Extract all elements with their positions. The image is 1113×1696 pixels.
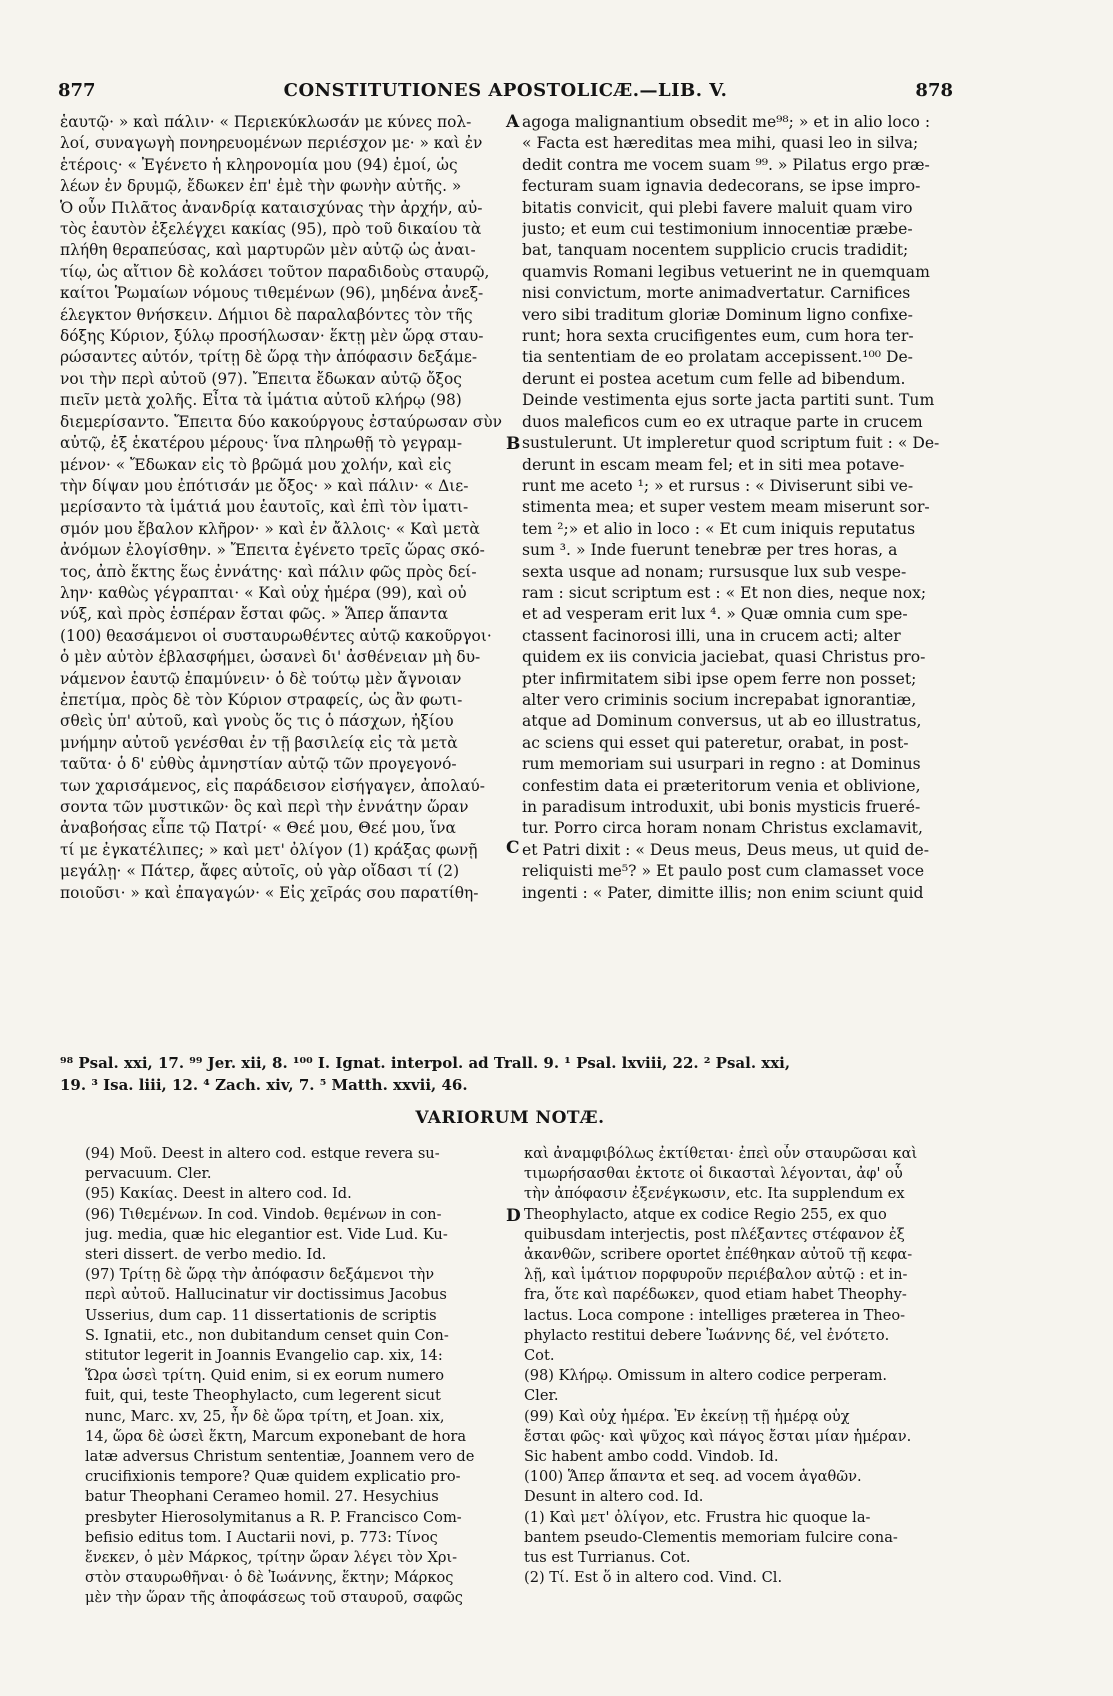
note-line: Cler. (524, 1387, 559, 1405)
note-line: phylacto restitui debere Ἰωάννης δέ, vel ἐνότετο. (524, 1326, 890, 1344)
latin-text-line: stimenta mea; et super vestem meam miserunt sor- (522, 498, 930, 517)
latin-text-line: alter vero criminis socium increpabat ignorantiæ, (522, 690, 917, 709)
notes-right-column (524, 1144, 964, 1588)
latin-text-line: runt; hora sexta crucifigentes eum, cum hora ter- (522, 327, 914, 346)
greek-text-line: ἑαυτῷ· » καὶ πάλιν· « Περιεκύκλωσάν με κύνες πολ- (60, 113, 472, 131)
greek-text-line: ποιοῦσι· » καὶ ἐπαγαγών· « Εἰς χεῖράς σου παρατίθη- (60, 883, 479, 902)
greek-text-line: (100) θεασάμενοι οἱ συσταυρωθέντες αὐτῷ κακοῦργοι· (60, 626, 492, 645)
note-line: quibusdam interjectis, post πλέξαντες στέφανον ἐξ (524, 1225, 905, 1243)
latin-text-line: tur. Porro circa horam nonam Christus exclamavit, (522, 819, 923, 838)
greek-text-line: ἑτέροις· « Ἐγένετο ἡ κληρονομία μου (94) ἐμοί, ὡς (60, 155, 458, 174)
note-line: bantem pseudo-Clementis memoriam fulcire cona- (524, 1528, 898, 1546)
page-number-right: 878 (915, 80, 953, 101)
note-line: περὶ αὐτοῦ. Hallucinatur vir doctissimus Jacobus (85, 1286, 447, 1304)
notes-left-column (85, 1144, 505, 1609)
note-line: Theophylacto, atque ex codice Regio 255, ex quo (524, 1205, 887, 1223)
greek-text-line: μερίσαντο τὰ ἱμάτιά μου ἑαυτοῖς, καὶ ἐπὶ τὸν ἱματι- (60, 498, 469, 517)
note-line: fuit, qui, teste Theophylacto, cum legerent sicut (85, 1387, 441, 1405)
greek-text-line: μνήμην αὐτοῦ γενέσθαι ἐν τῇ βασιλείᾳ εἰς τὰ μετὰ (60, 733, 458, 752)
latin-text-line: Deinde vestimenta ejus sorte jacta partiti sunt. Tum (522, 391, 935, 410)
greek-text-line: ταῦτα· ὁ δ' εὐθὺς ἀμνηστίαν αὐτῷ τῶν προγεγονό- (60, 755, 457, 774)
greek-text-line: τὸς ἑαυτὸν ἐξελέγχει κακίας (95), πρὸ τοῦ δικαίου τὰ (60, 220, 482, 239)
greek-text-line: νάμενον ἑαυτῷ ἐπαμύνειν· ὁ δὲ τούτῳ μὲν ἄγνοιαν (60, 669, 462, 688)
note-line: λῇ, καὶ ἱμάτιον πορφυροῦν περιέβαλον αὐτῷ : et in- (524, 1266, 908, 1284)
note-line: Cot. (524, 1347, 555, 1365)
greek-text-line: νοι τὴν περὶ αὐτοῦ (97). Ἔπειτα ἔδωκαν αὐτῷ ὄξος (60, 369, 462, 388)
note-line: τὴν ἀπόφασιν ἐξενέγκωσιν, etc. Ita supplendum ex (524, 1185, 905, 1203)
latin-text-line: et Patri dixit : « Deus meus, Deus meus, ut quid de- (522, 840, 929, 859)
note-line: crucifixionis tempore? Quæ quidem explicatio pro- (85, 1468, 461, 1486)
notes-heading: VARIORUM NOTÆ. (415, 1108, 605, 1128)
note-line: jug. media, quæ hic elegantior est. Vide Lud. Ku- (85, 1225, 448, 1243)
latin-text-line: vero sibi traditum gloriæ Dominum ligno confixe- (522, 305, 913, 324)
note-line: στὸν σταυρωθῆναι· ὁ δὲ Ἰωάννης, ἕκτην; Μάρκος (85, 1569, 454, 1587)
note-line: Sic habent ambo codd. Vindob. Id. (524, 1448, 779, 1466)
note-line: καὶ ἀναμφιβόλως ἐκτίθεται· ἐπεὶ οὖν σταυρῶσαι καὶ (524, 1145, 918, 1162)
greek-text-line: έλεγκτον θνήσκειν. Δήμιοι δὲ παραλαβόντες τὸν τῆς (60, 305, 473, 324)
latin-text-line: atque ad Dominum conversus, ut ab eo illustratus, (522, 712, 922, 731)
greek-text-line: ρώσαντες αὐτόν, τρίτῃ δὲ ὥρᾳ τὴν ἀπόφασιν δεξάμε- (60, 348, 478, 367)
note-line: lactus. Loca compone : intelliges præterea in Theo- (524, 1306, 906, 1324)
note-line: Ὥρα ὡσεὶ τρίτη. Quid enim, si ex eorum numero (85, 1367, 445, 1385)
note-line: S. Ignatii, etc., non dubitandum censet quin Con- (85, 1326, 449, 1344)
margin-mark-a: A (506, 112, 520, 132)
latin-text-line: confestim data ei præteritorum venia et oblivione, (522, 776, 921, 795)
note-line: (2) Τί. Est ὅ in altero cod. Vind. Cl. (524, 1569, 783, 1587)
greek-text-line: ἐπετίμα, πρὸς δὲ τὸν Κύριον στραφείς, ὡς ἂν φωτι- (60, 690, 463, 709)
note-line: τιμωρήσασθαι ἐκτοτε οἱ δικασταὶ λέγονται, ἀφ' οὗ (524, 1165, 903, 1183)
greek-text-line: μεγάλῃ· « Πάτερ, ἄφες αὐτοῖς, οὐ γὰρ οἴδασι τί (2) (60, 862, 460, 881)
note-line: (95) Κακίας. Deest in altero cod. Id. (85, 1185, 352, 1203)
greek-text-line: πλήθη θεραπεύσας, καὶ μαρτυρῶν μὲν αὐτῷ ὡς ἀναι- (60, 241, 476, 260)
latin-text-line: runt me aceto ¹; » et rursus : « Diviserunt sibi ve- (522, 476, 914, 495)
latin-text-line: dedit contra me vocem suam ⁹⁹. » Pilatus ergo præ- (522, 155, 930, 174)
note-line: ἀκανθῶν, scribere oportet ἐπέθηκαν αὐτοῦ τῇ κεφα- (524, 1246, 913, 1264)
margin-mark-c: C (506, 838, 520, 858)
latin-text-column (522, 112, 956, 904)
greek-text-line: τος, ἀπὸ ἕκτης ἕως ἐννάτης· καὶ πάλιν φῶς πρὸς δεί- (60, 562, 477, 581)
latin-text-line: bitatis convicit, qui plebi favere maluit quam viro (522, 198, 913, 217)
greek-text-line: αὐτῷ, ἐξ ἑκατέρου μέρους· ἵνα πληρωθῇ τὸ γεγραμ- (60, 434, 463, 453)
latin-text-line: ctassent facinorosi illi, una in crucem acti; alter (522, 626, 901, 645)
latin-text-line: « Facta est hæreditas mea mihi, quasi leo in silva; (522, 134, 919, 153)
note-line: ἕνεκεν, ὁ μὲν Μάρκος, τρίτην ὥραν λέγει τὸν Χρι- (85, 1549, 458, 1567)
greek-text-line: τὴν δίψαν μου ἐπότισάν με ὄξος· » καὶ πάλιν· « Διε- (60, 476, 469, 495)
latin-text-line: pter infirmitatem sibi ipse opem ferre non posset; (522, 669, 917, 688)
latin-text-line: ram : sicut scriptum est : « Et non dies, neque nox; (522, 583, 927, 602)
latin-text-line: derunt ei postea acetum cum felle ad bibendum. (522, 369, 906, 388)
latin-text-line: justo; et eum cui testimonium innocentiæ præbe- (522, 220, 913, 239)
latin-text-line: fecturam suam ignavia dedecorans, se ipse impro- (522, 177, 921, 196)
margin-mark-b: B (506, 434, 521, 454)
note-line: presbyter Hierosolymitanus a R. P. Francisco Com- (85, 1508, 462, 1526)
greek-text-line: σμόν μου ἔβαλον κλῆρον· » καὶ ἐν ἄλλοις· « Καὶ μετὰ (60, 519, 480, 538)
latin-text-line: ingenti : « Pater, dimitte illis; non enim sciunt quid (522, 883, 924, 902)
latin-text-line: sexta usque ad nonam; rursusque lux sub vespe- (522, 562, 907, 581)
greek-text-line: λην· καθὼς γέγραπται· « Καὶ οὐχ ἡμέρα (99), καὶ οὐ (60, 583, 467, 602)
reference-line: ⁹⁸ Psal. xxi, 17. ⁹⁹ Jer. xii, 8. ¹⁰⁰ I. Ignat. interpol. ad Trall. 9. ¹ Psal. lxviii, 22. ² Psal. xxi, (60, 1054, 791, 1072)
latin-text-line: quamvis Romani legibus vetuerint ne in quemquam (522, 262, 930, 281)
greek-text-line: των χαρισάμενος, εἰς παράδεισον εἰσήγαγεν, ἀπολαύ- (60, 776, 485, 795)
greek-text-line: νύξ, καὶ πρὸς ἑσπέραν ἔσται φῶς. » Ἅπερ ἅπαντα (60, 605, 448, 624)
greek-text-line: δόξης Κύριον, ξύλῳ προσήλωσαν· ἕκτῃ μὲν ὥρᾳ σταυ- (60, 327, 484, 346)
latin-text-line: et ad vesperam erit lux ⁴. » Quæ omnia cum spe- (522, 605, 908, 624)
greek-text-line: λέων ἐν δρυμῷ, ἔδωκεν ἐπ' ἐμὲ τὴν φωνὴν αὐτῆς. » (60, 177, 462, 196)
note-line: (97) Τρίτῃ δὲ ὥρᾳ τὴν ἀπόφασιν δεξάμενοι τὴν (85, 1266, 435, 1284)
note-line: tus est Turrianus. Cot. (524, 1549, 691, 1567)
latin-text-line: agoga malignantium obsedit me⁹⁸; » et in alio loco : (522, 113, 931, 131)
note-line: μὲν τὴν ὥραν τῆς ἀποφάσεως τοῦ σταυροῦ, σαφῶς (85, 1589, 463, 1607)
latin-text-line: bat, tanquam nocentem supplicio crucis tradidit; (522, 241, 909, 260)
note-line: Desunt in altero cod. Id. (524, 1488, 704, 1506)
greek-text-line: τί με ἐγκατέλιπες; » καὶ μετ' ὀλίγον (1) κράξας φωνῇ (60, 840, 478, 859)
greek-text-line: ἀνόμων ἐλογίσθην. » Ἔπειτα ἐγένετο τρεῖς ὥρας σκό- (60, 541, 485, 560)
greek-text-line: ἀναβοήσας εἶπε τῷ Πατρί· « Θεέ μου, Θεέ μου, ἵνα (60, 819, 456, 838)
note-line: steri dissert. de verbo medio. Id. (85, 1246, 327, 1264)
note-line: (100) Ἅπερ ἅπαντα et seq. ad vocem ἀγαθῶν. (524, 1468, 862, 1486)
note-line: fra, ὅτε καὶ παρέδωκεν, quod etiam habet Theophy- (524, 1286, 907, 1304)
latin-text-line: in paradisum introduxit, ubi bonis mysticis frueré- (522, 798, 921, 816)
latin-text-line: reliquisti me⁵? » Et paulo post cum clamasset voce (522, 862, 925, 881)
latin-text-line: rum memoriam sui usurpari in regno : at Dominus (522, 755, 921, 774)
greek-text-line: ὁ μὲν αὐτὸν ἐβλασφήμει, ὡσανεὶ δι' ἀσθένειαν μὴ δυ- (60, 648, 481, 667)
greek-text-line: πιεῖν μετὰ χολῆς. Εἶτα τὰ ἱμάτια αὐτοῦ κλήρῳ (98) (60, 391, 462, 410)
latin-text-line: tia sententiam de eo prolatam accepissent.¹⁰⁰ De- (522, 348, 913, 367)
latin-text-line: sustulerunt. Ut impleretur quod scriptum fuit : « De- (522, 434, 940, 453)
latin-text-line: duos maleficos cum eo ex utraque parte in crucem (522, 412, 923, 431)
note-line: latæ adversus Christum sententiæ, Joannem vero de (85, 1448, 475, 1466)
note-line: (96) Τιθεμένων. In cod. Vindob. θεμένων in con- (85, 1205, 442, 1223)
latin-text-line: derunt in escam meam fel; et in siti mea potave- (522, 455, 905, 474)
greek-text-line: Ὁ οὖν Πιλᾶτος ἀνανδρίᾳ καταισχύνας τὴν ἀρχήν, αὐ- (60, 198, 483, 217)
latin-text-line: tem ²;» et alio in loco : « Et cum iniquis reputatus (522, 519, 916, 538)
greek-text-column (60, 112, 505, 904)
note-line: (94) Μοῦ. Deest in altero cod. estque revera su- (85, 1145, 440, 1162)
greek-text-line: καίτοι Ῥωμαίων νόμους τιθεμένων (96), μηδένα ἀνεξ- (60, 284, 484, 303)
running-title: CONSTITUTIONES APOSTOLICÆ.—LIB. V. (283, 80, 728, 101)
note-line: Usserius, dum cap. 11 dissertationis de scriptis (85, 1306, 437, 1324)
margin-mark-d: D (506, 1206, 521, 1226)
scripture-references (60, 1052, 960, 1096)
greek-text-line: σθεὶς ὑπ' αὐτοῦ, καὶ γνοὺς ὅς τις ὁ πάσχων, ἠξίου (60, 712, 454, 731)
page-header (58, 80, 953, 106)
reference-line: 19. ³ Isa. liii, 12. ⁴ Zach. xiv, 7. ⁵ Matth. xxvii, 46. (60, 1076, 468, 1094)
note-line: (99) Καὶ οὐχ ἡμέρα. Ἐν ἐκείνῃ τῇ ἡμέρᾳ οὐχ (524, 1407, 850, 1425)
latin-text-line: quidem ex iis convicia jaciebat, quasi Christus pro- (522, 648, 926, 667)
latin-text-line: nisi convictum, morte animadvertatur. Carnifices (522, 284, 911, 303)
greek-text-line: σοντα τῶν μυστικῶν· ὃς καὶ περὶ τὴν ἐννάτην ὥραν (60, 798, 469, 816)
page-number-left: 877 (58, 80, 96, 101)
note-line: (98) Κλήρῳ. Omissum in altero codice perperam. (524, 1367, 888, 1385)
latin-text-line: sum ³. » Inde fuerunt tenebræ per tres horas, a (522, 541, 898, 560)
latin-text-line: ac sciens qui esset qui pateretur, orabat, in post- (522, 733, 909, 752)
greek-text-line: μένον· « Ἔδωκαν εἰς τὸ βρῶμά μου χολήν, καὶ εἰς (60, 455, 452, 474)
note-line: ἔσται φῶς· καὶ ψῦχος καὶ πάγος ἔσται μίαν ἡμέραν. (524, 1427, 912, 1445)
note-line: 14, ὥρα δὲ ὡσεὶ ἕκτη, Marcum exponebant de hora (85, 1427, 467, 1445)
greek-text-line: τίῳ, ὡς αἴτιον δὲ κολάσει τοῦτον παραδιδοὺς σταυρῷ, (60, 262, 490, 281)
note-line: pervacuum. Cler. (85, 1165, 212, 1183)
note-line: batur Theophani Cerameo homil. 27. Hesychius (85, 1488, 439, 1506)
note-line: nunc, Marc. xv, 25, ἦν δὲ ὥρα τρίτη, et Joan. xix, (85, 1407, 445, 1425)
greek-text-line: λοί, συναγωγὴ πονηρευομένων περιέσχον με· » καὶ ἐν (60, 134, 483, 153)
note-line: (1) Καὶ μετ' ὀλίγον, etc. Frustra hic quoque la- (524, 1508, 871, 1526)
greek-text-line: διεμερίσαντο. Ἔπειτα δύο κακούργους ἐσταύρωσαν σὺν (60, 412, 502, 431)
note-line: stitutor legerit in Joannis Evangelio cap. xix, 14: (85, 1347, 443, 1365)
note-line: befisio editus tom. I Auctarii novi, p. 773: Τίνος (85, 1528, 438, 1546)
